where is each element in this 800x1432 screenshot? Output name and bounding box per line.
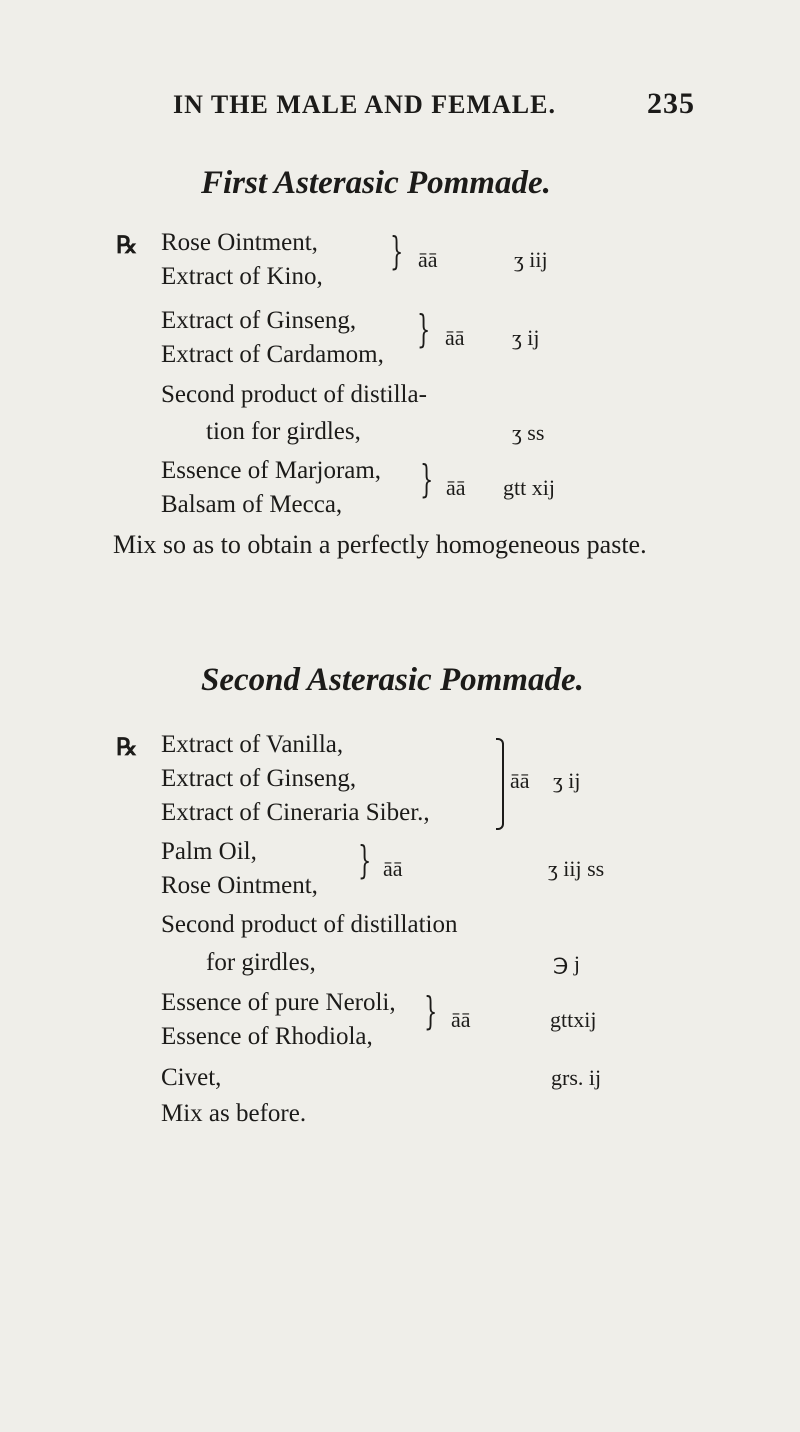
running-title: IN THE MALE AND FEMALE. xyxy=(173,90,556,119)
recipe1-quantity: gtt xij xyxy=(503,475,555,500)
recipe2-quantity: gttxij xyxy=(550,1007,597,1032)
recipe2-ingredient: Essence of Rhodiola, xyxy=(161,1023,373,1050)
recipe1-brace: } xyxy=(417,307,431,351)
recipe2-brace xyxy=(496,738,504,830)
recipe1-quantity: ʒ ss xyxy=(512,420,545,445)
recipe1-ingredient: tion for girdles, xyxy=(206,418,361,445)
recipe2-brace: } xyxy=(358,838,372,882)
recipe2-ingredient: Extract of Ginseng, xyxy=(161,765,357,792)
recipe1-aa: āā xyxy=(446,475,466,500)
recipe1-ingredient: Extract of Ginseng, xyxy=(161,307,357,334)
recipe2-ingredient: Extract of Vanilla, xyxy=(161,731,344,758)
recipe1-aa: āā xyxy=(445,325,465,350)
recipe2-quantity: grs. ij xyxy=(551,1065,602,1090)
recipe2-quantity: ℈ j xyxy=(553,951,580,976)
recipe2-ingredient: Essence of pure Neroli, xyxy=(161,989,396,1016)
recipe1-ingredient: Balsam of Mecca, xyxy=(161,491,343,518)
page-number: 235 xyxy=(647,87,695,120)
recipe2-ingredient: Second product of distillation xyxy=(161,911,458,938)
recipe2-rx-symbol: ℞ xyxy=(116,735,138,761)
recipe1-ingredient: Essence of Marjoram, xyxy=(161,457,382,484)
recipe1-ingredient: Extract of Cardamom, xyxy=(161,341,384,368)
recipe1-brace: } xyxy=(390,229,404,273)
recipe1-instruction: Mix so as to obtain a perfectly homogeneous paste. xyxy=(113,530,647,559)
recipe2-brace: } xyxy=(424,989,438,1033)
recipe1-ingredient: Second product of distilla- xyxy=(161,381,427,408)
recipe2-ingredient: Civet, xyxy=(161,1064,222,1091)
recipe1-rx-symbol: ℞ xyxy=(116,233,138,259)
recipe2-quantity: ʒ ij xyxy=(553,768,581,793)
recipe1-brace: } xyxy=(420,457,434,501)
recipe1-aa: āā xyxy=(418,247,438,272)
recipe2-instruction: Mix as before. xyxy=(161,1100,307,1127)
recipe1-quantity: ʒ ij xyxy=(512,325,540,350)
recipe2-ingredient: Extract of Cineraria Siber., xyxy=(161,799,430,826)
recipe2-aa: āā xyxy=(510,768,530,793)
recipe1-quantity: ʒ iij xyxy=(514,247,548,272)
recipe2-ingredient: Palm Oil, xyxy=(161,838,257,865)
recipe1-ingredient: Rose Ointment, xyxy=(161,229,318,256)
recipe2-quantity: ʒ iij ss xyxy=(548,856,605,881)
recipe2-ingredient: Rose Ointment, xyxy=(161,872,318,899)
recipe2-aa: āā xyxy=(451,1007,471,1032)
recipe2-title: Second Asterasic Pommade. xyxy=(201,662,584,698)
recipe2-aa: āā xyxy=(383,856,403,881)
recipe1-ingredient: Extract of Kino, xyxy=(161,263,323,290)
recipe2-ingredient: for girdles, xyxy=(206,949,316,976)
recipe1-title: First Asterasic Pommade. xyxy=(201,165,551,201)
